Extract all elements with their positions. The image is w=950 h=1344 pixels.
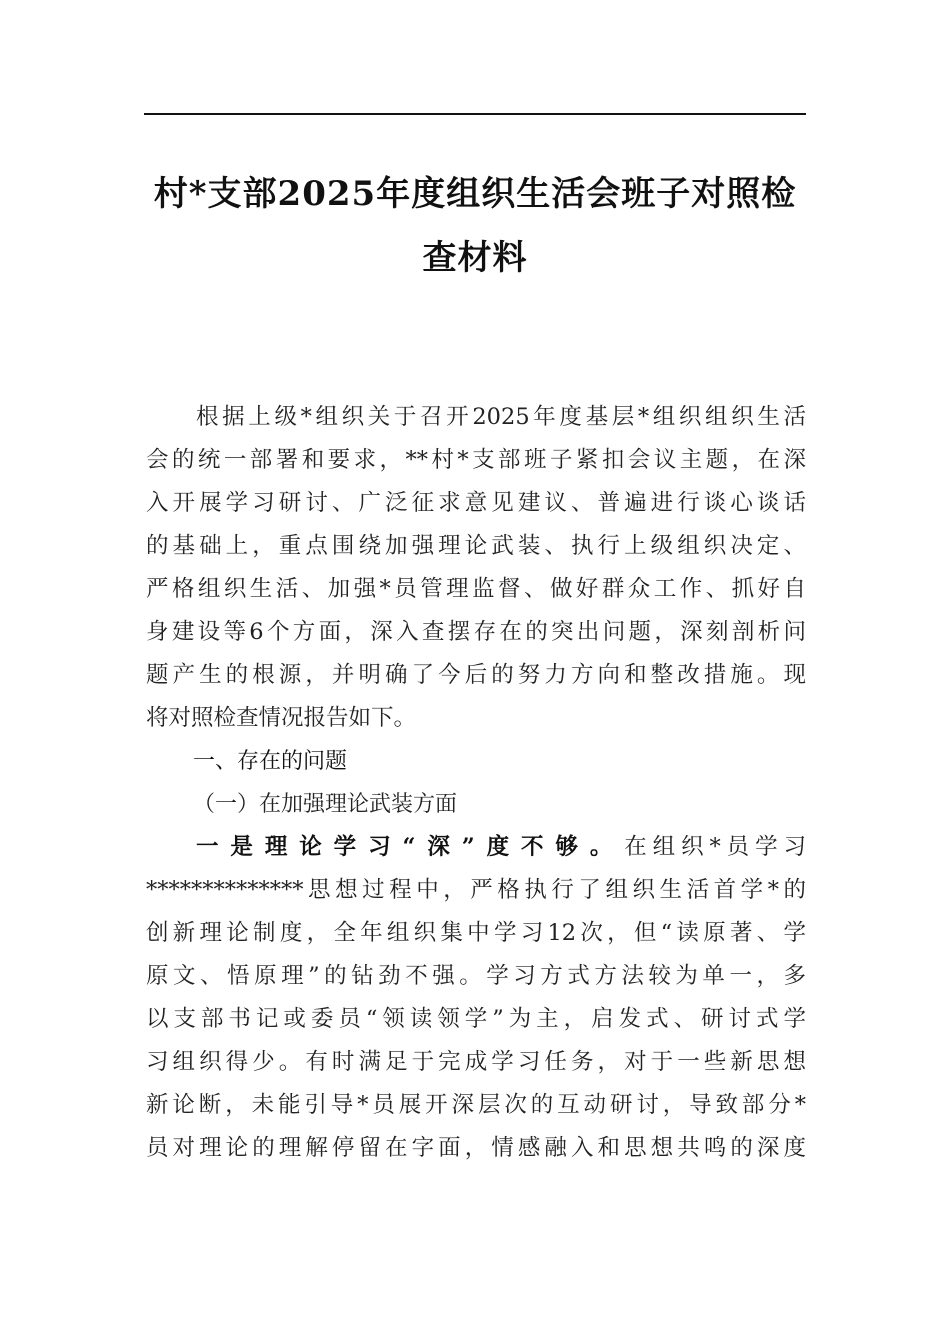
paragraph-line: 新论断，未能引导*员展开深层次的互动研讨，导致部分* [146, 1092, 806, 1118]
paragraph-line: 严格组织生活、加强*员管理监督、做好群众工作、抓好自 [146, 576, 806, 602]
paragraph-line: 创新理论制度，全年组织集中学习12次，但“读原著、学 [146, 920, 806, 946]
point-lead-rest: 在组织*员学习 [624, 834, 806, 860]
paragraph-line: 原文、悟原理”的钻劲不强。学习方式方法较为单一，多 [146, 963, 806, 989]
paragraph-line: 的基础上，重点围绕加强理论武装、执行上级组织决定、 [146, 533, 806, 559]
intro-paragraph [146, 396, 806, 740]
paragraph-line: 题产生的根源，并明确了今后的努力方向和整改措施。现 [146, 662, 806, 688]
paragraph-line: 会的统一部署和要求，**村*支部班子紧扣会议主题，在深 [146, 447, 806, 473]
subsection-heading: （一）在加强理论武装方面 [193, 792, 458, 817]
paragraph-line: 以支部书记或委员“领读领学”为主，启发式、研讨式学 [146, 1006, 806, 1032]
point-lead: 一是理论学习“深”度不够。 [196, 834, 625, 860]
point-paragraph [146, 826, 806, 1170]
paragraph-line [146, 826, 806, 869]
paragraph-line: 根据上级*组织关于召开2025年度基层*组织组织生活 [196, 404, 806, 430]
title-line: 查材料 [422, 238, 528, 278]
section-heading: 一、存在的问题 [193, 749, 348, 774]
document-body [146, 396, 806, 1170]
title-line: 村*支部2025年度组织生活会班子对照检 [153, 174, 797, 214]
paragraph-line: **************思想过程中，严格执行了组织生活首学*的 [146, 877, 806, 903]
paragraph-line: 身建设等6个方面，深入查摆存在的突出问题，深刻剖析问 [146, 619, 806, 645]
paragraph-line: 入开展学习研讨、广泛征求意见建议、普遍进行谈心谈话 [146, 490, 806, 516]
header-rule [144, 113, 806, 115]
paragraph-line: 将对照检查情况报告如下。 [146, 705, 417, 731]
document-title [144, 162, 806, 290]
paragraph-line: 习组织得少。有时满足于完成学习任务，对于一些新思想 [146, 1049, 806, 1075]
paragraph-line: 员对理论的理解停留在字面，情感融入和思想共鸣的深度 [146, 1135, 806, 1161]
